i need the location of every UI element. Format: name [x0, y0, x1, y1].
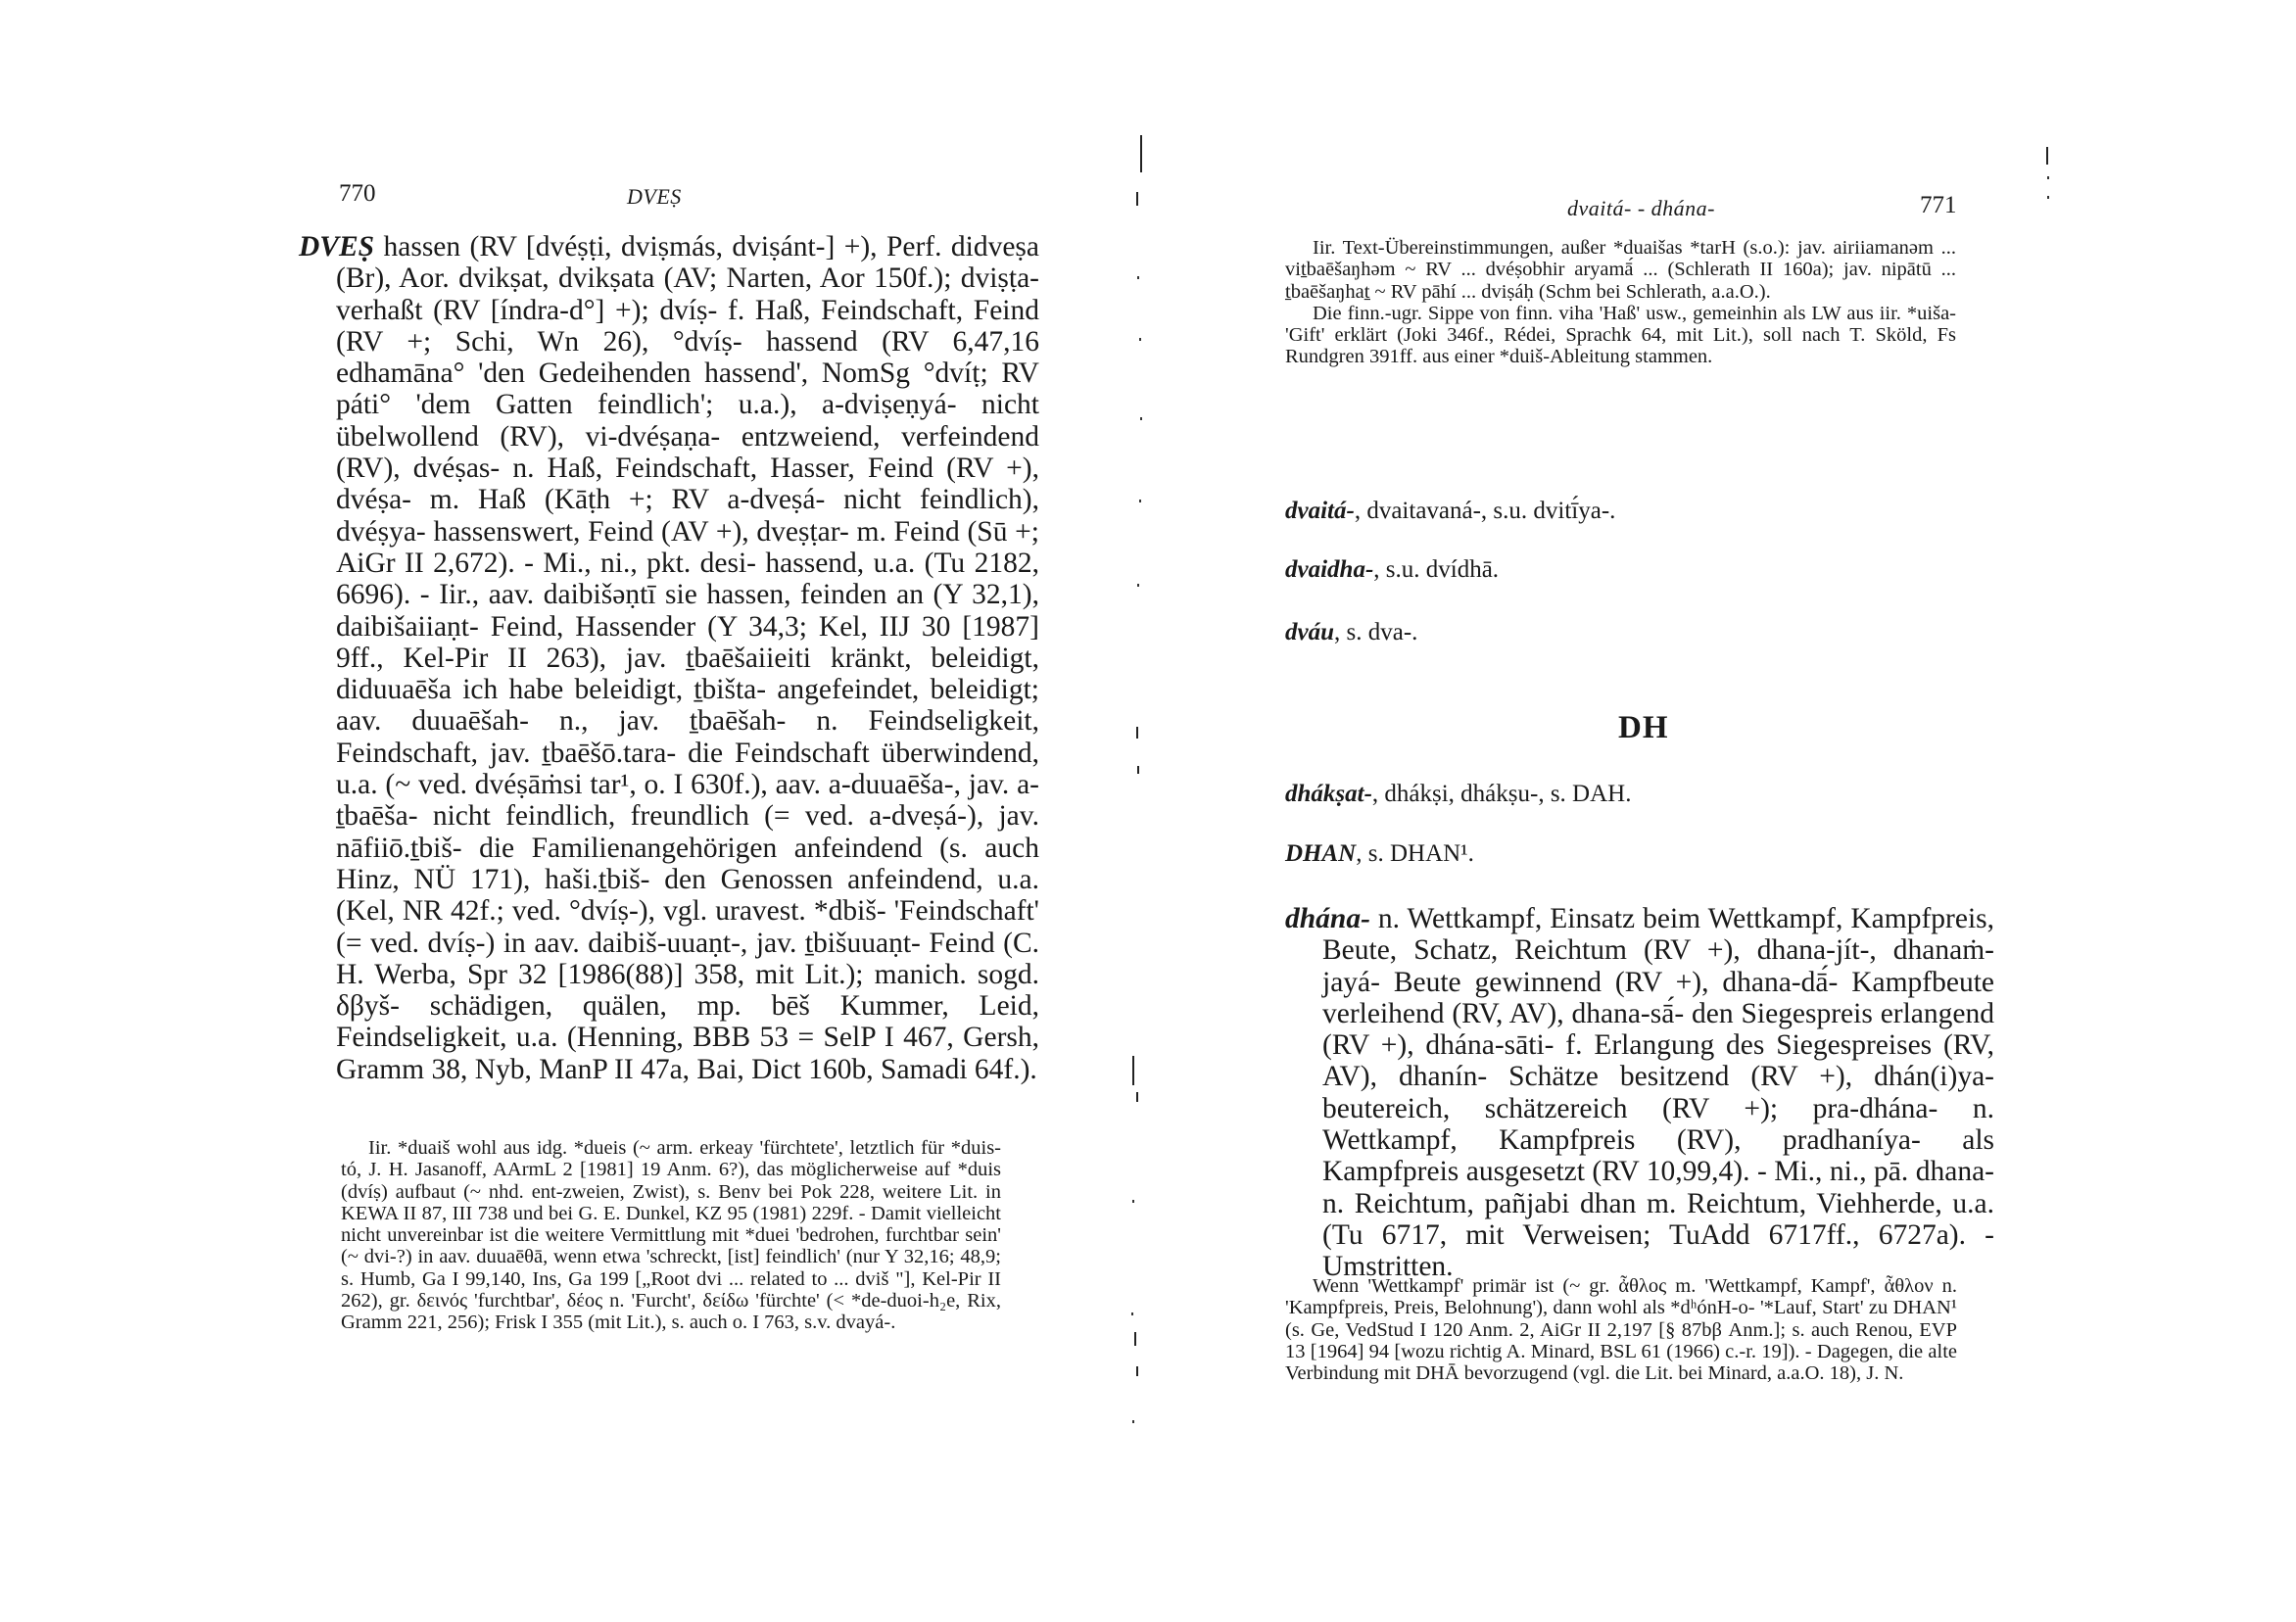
- edge-mark: [2047, 176, 2049, 179]
- entry-body: n. Wettkampf, Einsatz beim Wettkampf, Kampfpreis, Beute, Schatz, Reichtum (RV +), dhana-jít-, dhanaṁ-jayá- Beute gewinnend (RV +), dhana-dā́- Kampfbeute verleihend (RV, AV), dhana-sā́- den Siegespreis erlangend (RV +), dhána-sāti- f. Erlangung des Siegespreises (RV, AV), dhanín- Schätze besitzend (RV +), dhán(i)ya- beutereich, schätzereich (RV +); pra-dhána- n. Wettkampf, Kampfpreis (RV), pradhaníya- als Kampfpreis ausgesetzt (RV 10,99,4). - Mi., ni., pā. dhana- n. Reichtum, pañjabi dhan m. Reichtum, Viehherde, u.a. (Tu 6717, mit Verweisen; TuAdd 6717ff., 6727a). - Umstritten.: [1322, 903, 1994, 1283]
- gutter-mark: [1132, 1056, 1134, 1085]
- gutter-mark: [1132, 1420, 1134, 1423]
- gutter-mark: [1136, 1092, 1138, 1102]
- gutter-mark: [1134, 1332, 1136, 1346]
- note-paragraph: Iir. Text-Übereinstimmungen, außer *duaišas *tarH (s.o.): jav. airiiamanəm ... viṯbaēšaŋhəm ~ RV ... dvéṣobhir aryamā́ ... (Schlerath II 160a); jav. nipātū ... ṯbaēšaŋhaṯ ~ RV pāhí ... dviṣáḥ (Schm bei Schlerath, a.a.O.).: [1285, 237, 1956, 303]
- dictionary-entry-dhana: [1285, 903, 1994, 1283]
- gutter-mark: [1137, 766, 1139, 774]
- running-head-right: dvaitá- - dhána-: [1567, 196, 1715, 220]
- entry-body: hassen (RV [dvéṣṭi, dviṣmás, dviṣánt-] +), Perf. didveṣa (Br), Aor. dvikṣat, dvikṣata (AV; Narten, Aor 150f.); dviṣṭa- verhaßt (RV [índra-d°] +); dvíṣ- f. Haß, Feindschaft, Feind (RV +; Schi, Wn 26), °dvíṣ- hassend (RV 6,47,16 edhamāna° 'den Gedeihenden hassend', NomSg °dvíṭ; RV páti° 'dem Gatten feindlich'; u.a.), a-dviṣeṇyá- nicht übelwollend (RV), vi-dvéṣaṇa- entzweiend, verfeindend (RV), dvéṣas- n. Haß, Feindschaft, Hasser, Feind (RV +), dvéṣa- m. Haß (Kāṭh +; RV a-dveṣá- nicht feindlich), dvéṣya- hassenswert, Feind (AV +), dveṣṭar- m. Feind (Sū +; AiGr II 2,672). - Mi., ni., pkt. desi- hassend, u.a. (Tu 2182, 6696). - Iir., aav. daibišəṇtī sie hassen, feinden an (Y 32,1), daibišaiiaṇt- Feind, Hassender (Y 34,3; Kel, IIJ 30 [1987] 9ff., Kel-Pir II 263), jav. ṯbaēšaiieiti kränkt, beleidigt, diduuaēša ich habe beleidigt, ṯbišta- angefeindet, beleidigt; aav. duuaēšah- n., jav. ṯbaēšah- n. Feindseligkeit, Feindschaft, jav. ṯbaēšō.tara- die Feindschaft überwindend, u.a. (~ ved. dvéṣāṁsi tar¹, o. I 630f.), aav. a-duuaēša-, jav. a-ṯbaēša- nicht feindlich, freundlich (= ved. a-dveṣá-), jav. nāfiiō.ṯbiš- die Familienangehörigen anfeindend (s. auch Hinz, NÜ 171), haši.ṯbiš- den Genossen anfeindend, u.a. (Kel, NR 42f.; ved. °dvíṣ-), vgl. uravest. *dbiš- 'Feindschaft' (= ved. dvíṣ-) in aav. daibiš-uuaṇt-, jav. ṯbišuuaṇt- Feind (C. H. Werba, Spr 32 [1986(88)] 358, mit Lit.); manich. sogd. δβyš- schädigen, quälen, mp. bēš Kummer, Leid, Feindseligkeit, u.a. (Henning, BBB 53 = SelP I 467, Gersh, Gramm 38, Nyb, ManP II 47a, Bai, Dict 160b, Samadi 64f.).: [336, 231, 1039, 1085]
- page-number-left: 770: [339, 180, 376, 207]
- cross-reference: [1285, 556, 1499, 584]
- xref-text: , s. dva-.: [1334, 619, 1418, 645]
- section-heading: DH: [1618, 710, 1669, 745]
- page-number-right: 771: [1920, 192, 1957, 218]
- cross-reference: [1285, 619, 1417, 646]
- xref-lemma: dvaidha-: [1285, 556, 1374, 583]
- gutter-mark: [1136, 727, 1138, 739]
- dictionary-entry-dves: [299, 231, 1039, 1085]
- note-paragraph: Iir. *duaiš wohl aus idg. *dueis (~ arm. erkeay 'fürchtete', letztlich für *duis-tó, J. H. Jasanoff, AArmL 2 [1981] 19 Anm. 6?), das möglicherweise auf *duis (dvíṣ) aufbaut (~ nhd. ent-zweien, Zwist), s. Benv bei Pok 228, weitere Lit. in KEWA II 87, III 738 und bei G. E. Dunkel, KZ 95 (1981) 229f. - Damit vielleicht nicht unvereinbar ist die weitere Vermittlung mit *duei 'bedrohen, furchtbar sein' (~ dvi-?) in aav. duuaēθā, wenn etwa 'schreckt, [ist] feindlich' (nur Y 32,16; 48,9; s. Humb, Ga I 99,140, Ins, Ga 199 [„Root dvi ... related to ... dviš "], Kel-Pir II 262), gr. δεινός 'furchtbar', δέος n. 'Furcht', δείδω 'fürchte' (< *de-duoi-h₂e, Rix, Gramm 221, 256); Frisk I 355 (mit Lit.), s. auch o. I 763, s.v. dvayá-.: [341, 1137, 1001, 1334]
- running-head-left: DVEṢ: [627, 184, 682, 209]
- etymology-note-bottom: [1285, 1275, 1957, 1384]
- right-page: [1148, 0, 2296, 1622]
- gutter-mark: [1140, 417, 1142, 420]
- gutter-mark: [1137, 276, 1139, 279]
- xref-lemma: dváu: [1285, 619, 1334, 645]
- gutter-mark: [1132, 1200, 1134, 1203]
- cross-reference: [1285, 498, 1615, 525]
- gutter-mark: [1139, 338, 1141, 341]
- note-paragraph: Die finn.-ugr. Sippe von finn. viha 'Haß' usw., gemeinhin als LW aus iir. *uiša- 'Gift' erklärt (Joki 346f., Rédei, Sprachk 64, mit Lit.), soll nach T. Sköld, Fs Rundgren 391ff. aus einer *duiš-Ableitung stammen.: [1285, 302, 1956, 368]
- cross-reference: [1285, 781, 1631, 808]
- gutter-mark: [1131, 1312, 1133, 1315]
- xref-lemma: dvaitá-: [1285, 498, 1355, 524]
- xref-text: , s.u. dvídhā.: [1373, 556, 1500, 583]
- gutter-mark: [1136, 192, 1138, 206]
- gutter-mark: [1139, 500, 1141, 502]
- edge-mark: [2046, 147, 2048, 165]
- xref-text: , s. DHAN¹.: [1356, 840, 1474, 867]
- xref-text: , dhákṣi, dhákṣu-, s. DAH.: [1371, 781, 1632, 807]
- gutter-mark: [1140, 135, 1142, 172]
- note-paragraph: Wenn 'Wettkampf' primär ist (~ gr. ἆθλος m. 'Wettkampf, Kampf', ἆθλον n. 'Kampfpreis, Preis, Belohnung'), dann wohl als *dʰónH-o- '*Lauf, Start' zu DHAN¹ (s. Ge, VedStud I 120 Anm. 2, AiGr II 2,197 [§ 87bβ Anm.]; s. auch Renou, EVP 13 [1964] 94 [wozu richtig A. Minard, BSL 61 (1966) c.-r. 19]). - Dagegen, die alte Verbindung mit DHĀ bevorzugend (vgl. die Lit. bei Minard, a.a.O. 18), J. N.: [1285, 1275, 1957, 1385]
- entry-lemma: DVEṢ: [299, 231, 375, 262]
- etymology-note-left: [341, 1137, 1001, 1334]
- edge-mark: [2047, 196, 2049, 199]
- xref-lemma: dhákṣat-: [1285, 781, 1372, 807]
- gutter-mark: [1136, 1366, 1138, 1376]
- xref-text: , dvaitavaná-, s.u. dvitī́ya-.: [1354, 498, 1616, 524]
- xref-lemma: DHAN: [1285, 840, 1357, 867]
- cross-reference: [1285, 840, 1474, 868]
- etymology-note-top: [1285, 237, 1956, 368]
- entry-lemma: dhána-: [1285, 903, 1370, 934]
- gutter-mark: [1137, 584, 1139, 587]
